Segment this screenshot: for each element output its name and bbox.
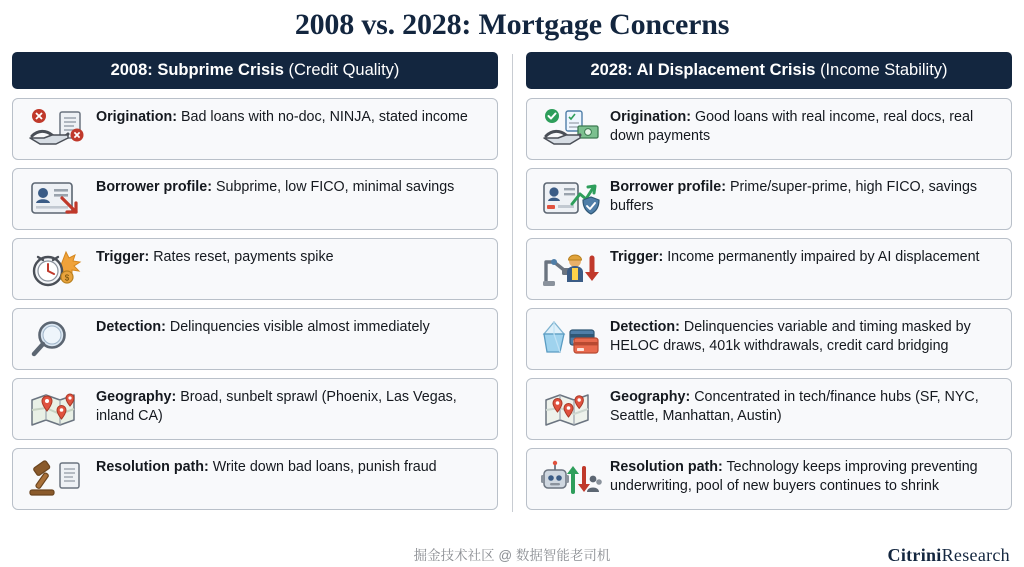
card-origination-2008 [12,98,498,160]
gavel-document-icon [22,456,92,502]
card-resolution-2008-text [92,456,437,477]
clock-alarm-rate-reset-icon [22,246,92,292]
card-body: Prime/super-prime, high FICO, savings buffers [610,179,978,214]
card-body: Good loans with real income, real docs, real down payments [610,109,974,144]
card-label: Origination: [96,109,178,125]
column-2028 [512,52,1012,518]
card-label: Detection: [610,319,680,335]
card-geography-2008-text [92,386,488,426]
card-label: Detection: [96,319,166,335]
robot-arrows-people-icon [536,456,606,502]
card-label: Geography: [610,389,691,405]
card-body: Broad, sunbelt sprawl (Phoenix, Las Vegas, inland CA) [96,389,457,424]
svg-text:$: $ [64,273,70,283]
comparison-columns [0,52,1024,518]
column-divider [512,54,513,512]
card-detection-2008 [12,308,498,370]
handshake-bad-loan-icon [22,106,92,152]
iceberg-credit-cards-icon [536,316,606,362]
card-geography-2028-text [606,386,1002,426]
column-2008 [12,52,512,518]
card-geography-2008 [12,378,498,440]
map-pins-icon [536,386,606,432]
card-body: Rates reset, payments spike [149,249,334,265]
column-2008-header-light: (Credit Quality) [288,61,400,79]
card-body: Write down bad loans, punish fraud [208,459,437,475]
card-label: Geography: [96,389,177,405]
map-pins-icon [22,386,92,432]
card-trigger-2028 [526,238,1012,300]
card-body: Bad loans with no-doc, NINJA, stated income [177,109,468,125]
card-geography-2028 [526,378,1012,440]
card-trigger-2008-text [92,246,334,267]
brand-logo [888,545,1010,566]
watermark: 掘金技术社区 @ 数据智能老司机 [413,548,611,563]
borrower-profile-up-shield-icon [536,176,606,222]
card-resolution-2028-text [606,456,1002,496]
handshake-good-loan-icon [536,106,606,152]
card-detection-2028 [526,308,1012,370]
card-trigger-2008 [12,238,498,300]
column-2028-header [526,52,1012,89]
card-trigger-2028-text [606,246,980,267]
column-2008-header-bold: 2008: Subprime Crisis [110,61,284,79]
card-body: Delinquencies visible almost immediately [165,319,430,335]
card-borrower-profile-2008-text [92,176,454,197]
card-body: Concentrated in tech/finance hubs (SF, NYC, Seattle, Manhattan, Austin) [610,389,979,424]
card-detection-2008-text [92,316,430,337]
card-borrower-profile-2028-text [606,176,1002,216]
page-title: 2008 vs. 2028: Mortgage Concerns [294,8,730,41]
column-2028-header-bold: 2028: AI Displacement Crisis [590,61,816,79]
card-label: Resolution path: [610,459,723,475]
card-origination-2028 [526,98,1012,160]
card-borrower-profile-2028 [526,168,1012,230]
card-body: Delinquencies variable and timing masked by HELOC draws, 401k withdrawals, credit card bridging [610,319,971,354]
borrower-profile-down-icon [22,176,92,222]
card-label: Borrower profile: [610,179,726,195]
card-label: Origination: [610,109,692,125]
card-body: Income permanently impaired by AI displacement [663,249,980,265]
card-label: Borrower profile: [96,179,212,195]
card-label: Trigger: [610,249,664,265]
card-body: Subprime, low FICO, minimal savings [211,179,455,195]
card-resolution-2028 [526,448,1012,510]
card-borrower-profile-2008 [12,168,498,230]
brand-name-bold: Citrini [887,545,942,565]
card-origination-2028-text [606,106,1002,146]
column-2028-header-light: (Income Stability) [820,61,948,79]
magnifying-glass-icon [22,316,92,362]
card-origination-2008-text [92,106,468,127]
card-resolution-2008 [12,448,498,510]
card-body: Technology keeps improving preventing underwriting, pool of new buyers continues to shrink [610,459,978,494]
card-label: Resolution path: [96,459,209,475]
card-label: Trigger: [96,249,150,265]
brand-name-light: Research [941,545,1010,565]
robot-worker-arrow-down-icon [536,246,606,292]
card-detection-2028-text [606,316,1002,356]
column-2008-header [12,52,498,89]
